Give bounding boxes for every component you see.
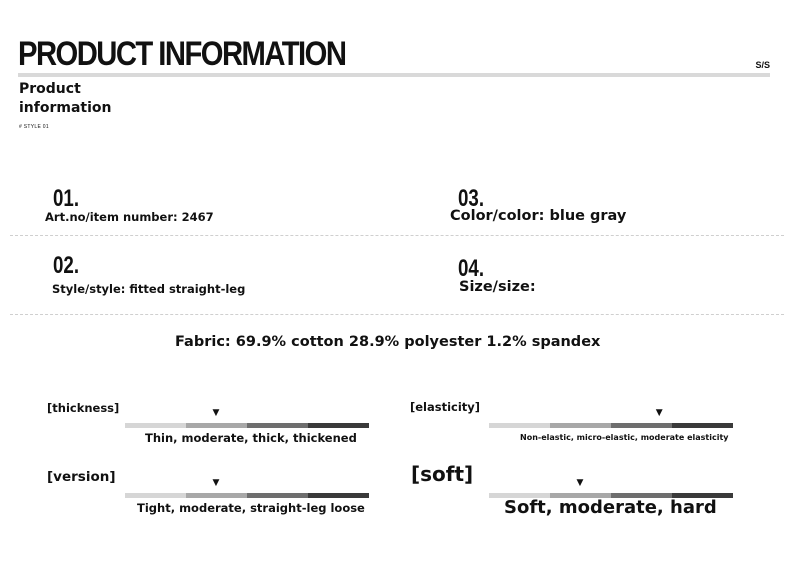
detail-number-01: 01. (53, 185, 80, 212)
dashed-divider-2 (10, 314, 784, 315)
scale-segment (550, 423, 611, 428)
section-heading (19, 80, 112, 118)
fabric-composition: Fabric: 69.9% cotton 28.9% polyester 1.2% spandex (175, 334, 601, 350)
scale-bar-version (125, 493, 369, 498)
scale-desc-elasticity: Non-elastic, micro-elastic, moderate elasticity (520, 433, 729, 442)
scale-segment (247, 423, 308, 428)
detail-item-number: Art.no/item number: 2467 (45, 210, 214, 224)
scale-segment (186, 423, 247, 428)
section-heading-line-1: Product (19, 81, 81, 97)
detail-style: Style/style: fitted straight-leg (52, 282, 246, 296)
scale-segment (308, 423, 369, 428)
detail-number-04: 04. (458, 255, 485, 282)
scale-segment (247, 493, 308, 498)
scale-label-elasticity: [elasticity] (410, 400, 481, 414)
scale-desc-soft: Soft, moderate, hard (504, 497, 717, 518)
detail-number-03: 03. (458, 185, 485, 212)
scale-segment (186, 493, 247, 498)
scale-segment (125, 493, 186, 498)
section-heading-line-2: information (19, 100, 112, 116)
scale-desc-version: Tight, moderate, straight-leg loose (137, 501, 365, 515)
scale-segment (125, 423, 186, 428)
scale-label-version: [version] (47, 469, 116, 485)
scale-label-soft: [soft] (411, 462, 474, 486)
scale-segment (308, 493, 369, 498)
scale-pointer-elasticity: ▼ (655, 408, 663, 418)
style-tag: # STYLE 01 (19, 124, 49, 130)
page-title: PRODUCT INFORMATION (18, 35, 346, 73)
scale-bar-elasticity (489, 423, 733, 428)
scale-label-thickness: [thickness] (47, 401, 120, 415)
scale-bar-thickness (125, 423, 369, 428)
dashed-divider-1 (10, 235, 784, 236)
scale-pointer-thickness: ▼ (212, 408, 220, 418)
detail-number-02: 02. (53, 252, 80, 279)
season-tag: S/S (755, 60, 770, 70)
scale-segment (672, 423, 733, 428)
header-divider (18, 73, 770, 77)
scale-desc-thickness: Thin, moderate, thick, thickened (145, 431, 357, 445)
scale-segment (489, 423, 550, 428)
scale-pointer-version: ▼ (212, 478, 220, 488)
scale-pointer-soft: ▼ (576, 478, 584, 488)
detail-color: Color/color: blue gray (450, 208, 627, 224)
detail-size: Size/size: (459, 279, 536, 295)
scale-segment (611, 423, 672, 428)
